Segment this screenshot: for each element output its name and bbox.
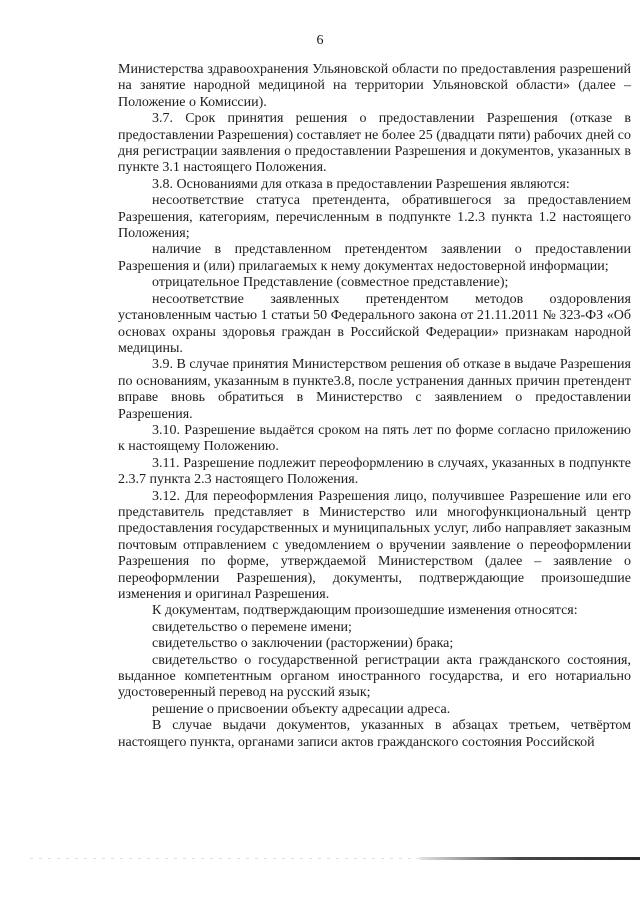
paragraph-3-9: 3.9. В случае принятия Министерством решения об отказе в выдаче Разрешения по основаниям, указанным в пункте3.8, после устранения данных причин претендент вправе вновь обратиться в Министерство с заявлением о предоставлении Разрешения.	[118, 357, 631, 422]
list-item: свидетельство о перемене имени;	[152, 619, 352, 635]
list-item: свидетельство о государственной регистрации акта гражданского состояния, выданное компетентным органом иностранного государства, и его нотариально удостоверенный перевод на русский язык;	[118, 652, 631, 701]
document-body	[118, 62, 631, 751]
paragraph-3-10: 3.10. Разрешение выдаётся сроком на пять лет по форме согласно приложению к настоящему Положению.	[118, 422, 631, 455]
paragraph-3-7: 3.7. Срок принятия решения о предоставлении Разрешения (отказе в предоставлении Разрешения) составляет не более 25 (двадцати пяти) рабочих дней со дня регистрации заявления о предоставлении Разрешения и документов, указанных в пункте 3.1 настоящего Положения.	[118, 111, 631, 176]
paragraph-continuation: Министерства здравоохранения Ульяновской области по предоставления разрешений на занятие народной медициной на территории Ульяновской области» (далее – Положение о Комиссии).	[118, 62, 631, 110]
paragraph-3-12: 3.12. Для переоформления Разрешения лицо, получившее Разрешение или его представитель представляет в Министерство или многофункциональный центр предоставления государственных и муниципальных услуг, либо направляет заказным почтовым отправлением с уведомлением о вручении заявление о переоформлении Разрешения по форме, утверждаемой Министерством (далее – заявление о переоформлении Разрешения), документы, подтверждающие произошедшие изменения и оригинал Разрешения.	[118, 488, 631, 602]
scan-bottom-edge	[0, 852, 640, 866]
list-item: решение о присвоении объекту адресации адреса.	[152, 701, 451, 717]
paragraph-final: В случае выдачи документов, указанных в абзацах третьем, четвёртом настоящего пункта, органами записи актов гражданского состояния Российской	[118, 718, 631, 750]
list-item: отрицательное Представление (совместное представление);	[152, 275, 509, 291]
paragraph-3-11: 3.11. Разрешение подлежит переоформлению в случаях, указанных в подпункте 2.3.7 пункта 2.3 настоящего Положения.	[118, 455, 631, 488]
list-item: наличие в представленном претендентом заявлении о предоставлении Разрешения и (или) прилагаемых к нему документах недостоверной информации;	[118, 242, 631, 274]
scan-artifact-faint	[30, 858, 420, 859]
list-item: несоответствие заявленных претендентом методов оздоровления установленным частью 1 статьи 50 Федерального закона от 21.11.2011 № 323-ФЗ «Об основах охраны здоровья граждан в Российской Федерации» признакам народной медицины.	[118, 291, 631, 356]
page-number: 6	[316, 33, 324, 48]
scan-artifact-dark	[420, 857, 640, 860]
paragraph-3-8: 3.8. Основаниями для отказа в предоставлении Разрешения являются:	[152, 176, 570, 192]
list-item: свидетельство о заключении (расторжении) брака;	[152, 636, 454, 652]
paragraph-documents-intro: К документам, подтверждающим произошедшие изменения относятся:	[152, 603, 578, 619]
list-item: несоответствие статуса претендента, обратившегося за предоставлением Разрешения, категориям, перечисленным в подпункте 1.2.3 пункта 1.2 настоящего Положения;	[118, 193, 631, 242]
